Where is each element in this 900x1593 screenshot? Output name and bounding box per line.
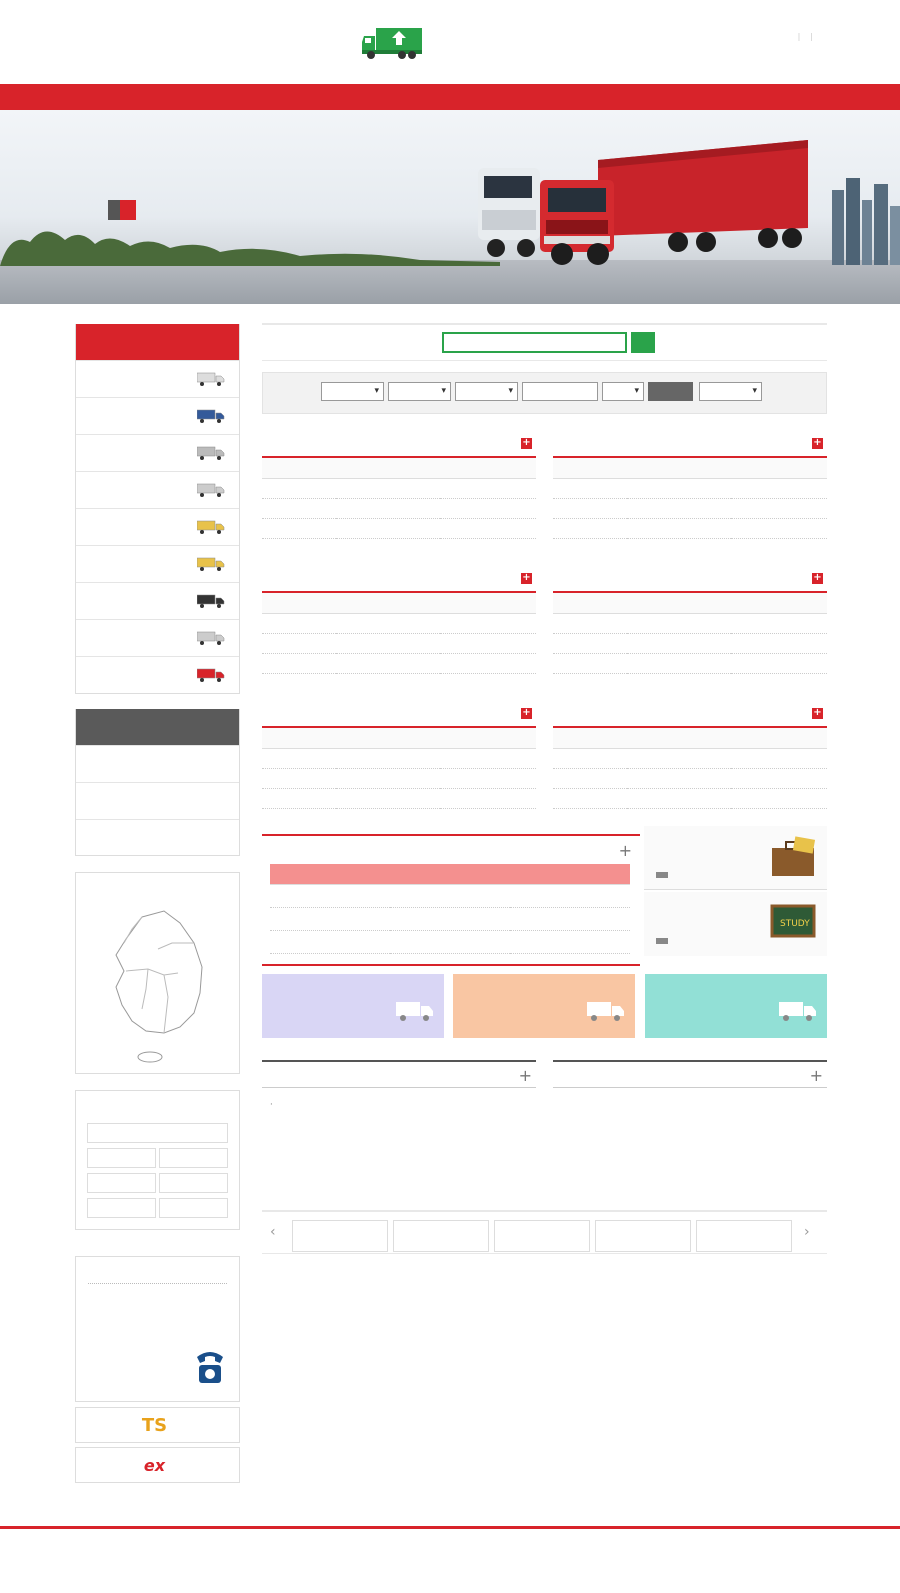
pay-cell: [510, 907, 630, 930]
hero-banner: [0, 110, 900, 304]
partner-dongsuh[interactable]: [494, 1220, 590, 1252]
panel-table: [553, 593, 827, 674]
panel-table: [262, 728, 536, 809]
go-badge-icon: [656, 872, 668, 878]
tonnage-menu: [75, 324, 240, 694]
panel-table: [553, 458, 827, 539]
mini-truck-icon: [197, 668, 225, 682]
table-row[interactable]: [262, 653, 536, 673]
search-scope-select[interactable]: [455, 382, 518, 401]
faq-board: [553, 1060, 827, 1190]
mini-truck-icon: [197, 483, 225, 497]
faq-more-icon[interactable]: +: [809, 1066, 823, 1085]
recommend-item-direct[interactable]: [76, 745, 239, 782]
goods-cell: [627, 653, 731, 673]
ex-banner[interactable]: [75, 1447, 240, 1483]
table-row[interactable]: [553, 768, 827, 788]
goods-cell: [627, 613, 731, 633]
course-cell: [553, 518, 627, 538]
region-map-title: [76, 873, 239, 883]
cs-phone[interactable]: [88, 1275, 227, 1284]
recommend-menu-title: [76, 709, 239, 745]
vehicle-panel: [553, 700, 827, 809]
operator-select[interactable]: [602, 382, 644, 401]
pay-cell: [440, 518, 536, 538]
goods-cell: [627, 478, 731, 498]
course-cell: [553, 613, 627, 633]
list-item[interactable]: [262, 1100, 536, 1118]
recommend-item-5day[interactable]: [76, 819, 239, 856]
call-number: [120, 200, 136, 220]
course-cell: [553, 498, 627, 518]
banner-call: [108, 200, 136, 220]
pay-cell: [731, 633, 827, 653]
region-buttons-title: [76, 1091, 239, 1101]
vehicle-type-select[interactable]: [321, 382, 384, 401]
course-cell: [553, 748, 627, 768]
next-arrow-icon[interactable]: ›: [804, 1224, 810, 1240]
course-cell: [270, 930, 390, 953]
panel-table: [553, 728, 827, 809]
top-utility-links: | |: [797, 32, 813, 41]
trucks-graphic: [478, 140, 818, 270]
keyword-input[interactable]: [522, 382, 598, 401]
col-goods: [336, 458, 440, 478]
table-row[interactable]: [553, 633, 827, 653]
col-goods: [627, 458, 731, 478]
more-plus-icon[interactable]: +: [522, 572, 531, 583]
course-cell: [262, 768, 336, 788]
table-row[interactable]: [262, 748, 536, 768]
col-course: [553, 593, 627, 613]
license-guide-card[interactable]: [644, 826, 827, 890]
partner-hochicken[interactable]: [696, 1220, 792, 1252]
mini-truck-icon: [197, 372, 225, 386]
course-cell: [270, 884, 390, 907]
mini-truck-icon: [197, 557, 225, 571]
city-buildings-graphic: [830, 170, 900, 265]
col-pay: [440, 593, 536, 613]
telephone-icon: [193, 1347, 227, 1385]
goods-cell: [390, 930, 510, 953]
tonnage-item[interactable]: [76, 434, 239, 471]
vehicle-panel: [553, 430, 827, 539]
col-pay: [510, 864, 630, 884]
course-cell: [262, 788, 336, 808]
table-row[interactable]: [262, 768, 536, 788]
table-row[interactable]: [553, 478, 827, 498]
mini-truck-icon: [197, 594, 225, 608]
tonnage-item[interactable]: [76, 619, 239, 656]
course-cell: [262, 653, 336, 673]
panel-title: [262, 430, 536, 458]
tonnage-item[interactable]: [76, 360, 239, 397]
panel-table: [262, 458, 536, 539]
mini-truck-icon: [197, 520, 225, 534]
pay-cell: [510, 884, 630, 907]
main-nav: [0, 84, 900, 110]
customer-center-box: [75, 1256, 240, 1402]
vehicle-panel: [262, 565, 536, 674]
goods-cell: [627, 768, 731, 788]
table-row[interactable]: [553, 653, 827, 673]
pay-cell: [440, 478, 536, 498]
course-cell: [262, 613, 336, 633]
table-row[interactable]: [553, 498, 827, 518]
mini-truck-icon: [197, 409, 225, 423]
table-row[interactable]: [270, 907, 630, 930]
col-pay: [731, 458, 827, 478]
course-cell: [262, 748, 336, 768]
pay-cell: [731, 518, 827, 538]
region-btn-capital[interactable]: [87, 1148, 156, 1168]
table-row[interactable]: [262, 788, 536, 808]
goods-cell: [627, 788, 731, 808]
portal-search-bar: [262, 323, 827, 361]
region-btn-jeju[interactable]: [159, 1198, 228, 1218]
partner-dy[interactable]: [595, 1220, 691, 1252]
tonnage-item[interactable]: [76, 545, 239, 582]
more-plus-icon[interactable]: +: [813, 572, 822, 583]
pay-cell: [731, 498, 827, 518]
svg-text:STUDY: STUDY: [780, 919, 810, 929]
goods-cell: [336, 518, 440, 538]
list-item[interactable]: [553, 1118, 827, 1136]
course-cell: [553, 478, 627, 498]
tonnage-menu-title: [76, 324, 239, 360]
mini-truck-icon: [197, 446, 225, 460]
table-row[interactable]: [262, 613, 536, 633]
goods-cell: [336, 768, 440, 788]
special-table: [270, 864, 630, 954]
ts-logo-icon: TS: [141, 1414, 168, 1436]
promo-buy[interactable]: [453, 974, 635, 1038]
course-cell: [262, 633, 336, 653]
source-select[interactable]: [699, 382, 762, 401]
col-goods: [336, 593, 440, 613]
special-more-icon[interactable]: +: [618, 841, 632, 860]
goods-cell: [336, 748, 440, 768]
truck-logo-icon: [362, 26, 424, 60]
region-btn-chungcheong[interactable]: [87, 1173, 156, 1193]
pay-cell: [731, 653, 827, 673]
course-cell: [553, 788, 627, 808]
search-submit-button[interactable]: [648, 382, 693, 401]
table-row[interactable]: [553, 748, 827, 768]
ex-logo-icon: ex: [143, 1455, 166, 1475]
pay-cell: [731, 748, 827, 768]
pay-cell: [510, 930, 630, 953]
faq-title: [553, 1060, 827, 1088]
course-cell: [553, 768, 627, 788]
col-pay: [440, 728, 536, 748]
col-goods: [336, 728, 440, 748]
recommend-menu: [75, 709, 240, 856]
goods-cell: [627, 518, 731, 538]
list-item[interactable]: [262, 1154, 536, 1172]
vehicle-panel: [262, 430, 536, 539]
status-select[interactable]: [388, 382, 451, 401]
pay-cell: [440, 748, 536, 768]
panel-title: [262, 565, 536, 593]
goods-cell: [390, 907, 510, 930]
goods-cell: [336, 613, 440, 633]
site-logo[interactable]: [362, 22, 532, 62]
truck-icon: [587, 1000, 625, 1022]
pay-cell: [440, 633, 536, 653]
listing-filter-bar: [262, 372, 827, 414]
trees-graphic: [0, 222, 500, 266]
col-goods: [627, 593, 731, 613]
notice-more-icon[interactable]: +: [518, 1066, 532, 1085]
test-guide-card[interactable]: [644, 892, 827, 956]
goods-cell: [627, 748, 731, 768]
table-row[interactable]: [262, 498, 536, 518]
list-item[interactable]: [262, 1172, 536, 1190]
course-cell: [262, 478, 336, 498]
region-btn-gyeongsang[interactable]: [159, 1173, 228, 1193]
course-cell: [553, 653, 627, 673]
goods-cell: [336, 788, 440, 808]
vehicle-panel: [553, 565, 827, 674]
ts-banner[interactable]: [75, 1407, 240, 1443]
tonnage-item[interactable]: [76, 397, 239, 434]
region-btn-all[interactable]: [87, 1123, 228, 1143]
truck-icon: [396, 1000, 434, 1022]
region-button-box: [75, 1090, 240, 1230]
panel-title: [262, 700, 536, 728]
table-row[interactable]: [270, 884, 630, 907]
table-row[interactable]: [270, 930, 630, 953]
mini-truck-icon: [197, 631, 225, 645]
goods-cell: [336, 478, 440, 498]
briefcase-icon: [768, 836, 818, 880]
korea-map[interactable]: [102, 909, 222, 1069]
list-item[interactable]: [262, 1136, 536, 1154]
col-goods: [390, 864, 510, 884]
course-cell: [262, 518, 336, 538]
bullet-icon: ·: [270, 1100, 273, 1110]
col-course: [262, 728, 336, 748]
call-label: [108, 200, 120, 220]
course-cell: [553, 633, 627, 653]
list-item[interactable]: [553, 1100, 827, 1118]
naver-search-input[interactable]: [442, 332, 627, 353]
pay-cell: [440, 768, 536, 788]
pay-cell: [440, 613, 536, 633]
table-row[interactable]: [553, 613, 827, 633]
pay-cell: [440, 498, 536, 518]
recommend-item-special[interactable]: [76, 782, 239, 819]
goods-cell: [627, 633, 731, 653]
pay-cell: [731, 768, 827, 788]
partner-logos: [262, 1210, 827, 1254]
goods-cell: [336, 498, 440, 518]
promo-use[interactable]: [645, 974, 827, 1038]
course-cell: [270, 907, 390, 930]
partner-cj[interactable]: [393, 1220, 489, 1252]
panel-title: [553, 430, 827, 458]
notice-title: [262, 1060, 536, 1088]
panel-table: [262, 593, 536, 674]
partner-songwol[interactable]: [292, 1220, 388, 1252]
tonnage-item[interactable]: [76, 582, 239, 619]
header: [0, 0, 900, 84]
pay-cell: [731, 613, 827, 633]
col-pay: [440, 458, 536, 478]
pay-cell: [731, 478, 827, 498]
col-course: [553, 728, 627, 748]
go-badge-icon: [656, 938, 668, 944]
tonnage-item[interactable]: [76, 471, 239, 508]
special-title: [262, 834, 640, 864]
region-btn-jeolla[interactable]: [87, 1198, 156, 1218]
region-map-box: [75, 872, 240, 1074]
goods-cell: [390, 884, 510, 907]
more-plus-icon[interactable]: +: [522, 437, 531, 448]
vehicle-panel: [262, 700, 536, 809]
promo-sell[interactable]: [262, 974, 444, 1038]
footer: [0, 1526, 900, 1593]
table-row[interactable]: [553, 518, 827, 538]
more-plus-icon[interactable]: +: [522, 707, 531, 718]
list-item[interactable]: [553, 1172, 827, 1190]
naver-search-button[interactable]: [631, 332, 655, 353]
pay-cell: [440, 788, 536, 808]
panel-title: [553, 565, 827, 593]
prev-arrow-icon[interactable]: ‹: [270, 1224, 276, 1240]
col-course: [262, 458, 336, 478]
notice-board: [262, 1060, 536, 1190]
goods-cell: [336, 633, 440, 653]
col-goods: [627, 728, 731, 748]
pay-cell: [440, 653, 536, 673]
col-pay: [731, 593, 827, 613]
region-btn-gangwon[interactable]: [159, 1148, 228, 1168]
col-course: [553, 458, 627, 478]
chalkboard-icon: [768, 900, 818, 944]
col-course: [262, 593, 336, 613]
goods-cell: [336, 653, 440, 673]
table-row[interactable]: [262, 478, 536, 498]
list-item[interactable]: [553, 1154, 827, 1172]
goods-cell: [627, 498, 731, 518]
pay-cell: [731, 788, 827, 808]
course-cell: [262, 498, 336, 518]
special-listing-panel: [262, 834, 640, 966]
table-row[interactable]: [262, 518, 536, 538]
truck-icon: [779, 1000, 817, 1022]
more-plus-icon[interactable]: +: [813, 437, 822, 448]
table-row[interactable]: [262, 633, 536, 653]
col-pay: [731, 728, 827, 748]
col-course: [270, 864, 390, 884]
tonnage-item[interactable]: [76, 508, 239, 545]
panel-title: [553, 700, 827, 728]
list-item[interactable]: [262, 1118, 536, 1136]
table-row[interactable]: [553, 788, 827, 808]
tonnage-item[interactable]: [76, 656, 239, 693]
more-plus-icon[interactable]: +: [813, 707, 822, 718]
list-item[interactable]: [553, 1136, 827, 1154]
